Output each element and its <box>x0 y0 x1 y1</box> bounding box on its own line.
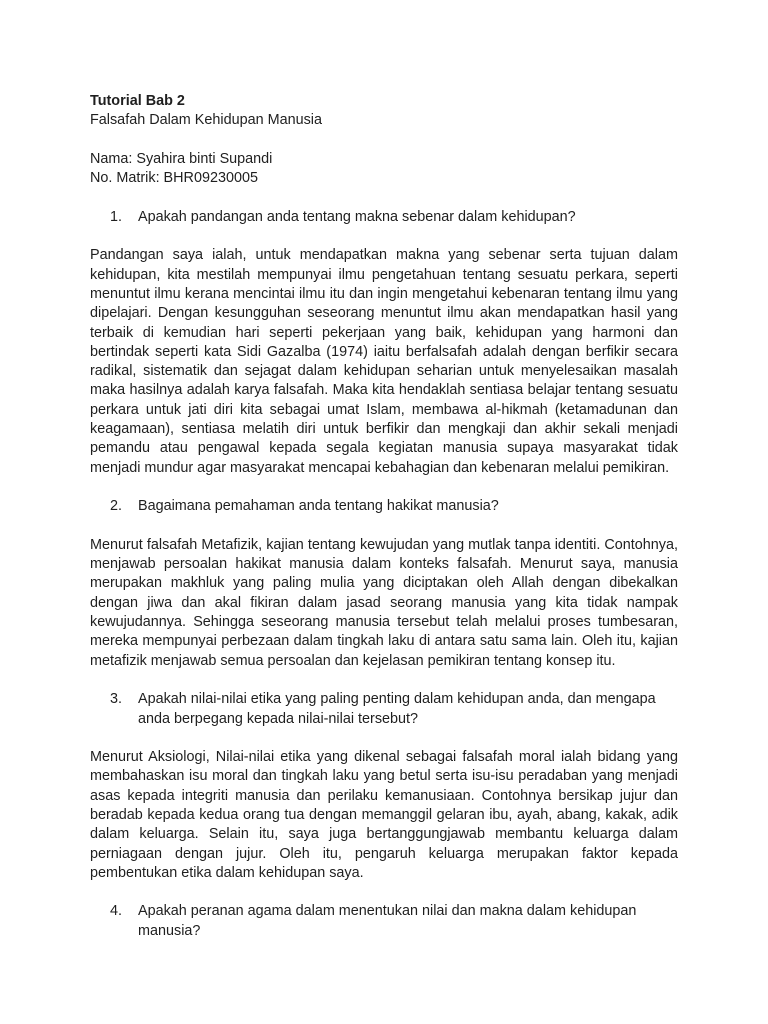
question-number: 4. <box>110 903 123 920</box>
document-title: Tutorial Bab 2 <box>90 93 185 109</box>
question-number: 2. <box>110 498 123 515</box>
matric-number: No. Matrik: BHR09230005 <box>90 170 258 187</box>
question-3 <box>90 690 678 729</box>
spacer <box>90 188 678 207</box>
answer-3: Menurut Aksiologi, Nilai-nilai etika yang dikenal sebagai falsafah moral ialah bidang yang membahaskan isu moral dan tingkah laku yang betul serta isu-isu peradaban yang menjadi asas kepada integriti manusia dan perilaku kemanusiaan. Contohnya bersikap jujur dan beradab kepada kedua orang tua dengan memanggil gelaran ibu, ayah, abang, kakak, adik dalam keluarga. Selain itu, saya juga bertanggungjawab membantu keluarga dalam perniagaan dengan jujur. Oleh itu, pengaruh keluarga merupakan faktor kepada pembentukan etika dalam kehidupan saya. <box>90 749 678 881</box>
question-1 <box>90 208 678 227</box>
spacer <box>90 131 678 150</box>
question-number: 3. <box>110 691 123 708</box>
question-4 <box>90 902 678 941</box>
spacer <box>90 227 678 246</box>
question-text: Apakah peranan agama dalam menentukan nilai dan makna dalam kehidupan manusia? <box>138 903 637 939</box>
answer-2: Menurut falsafah Metafizik, kajian tentang kewujudan yang mutlak tanpa identiti. Contohnya, menjawab persoalan hakikat manusia dalam konteks falsafah. Menurut saya, manusia merupakan makhluk yang paling mulia yang diciptakan oleh Allah dengan dibekalkan dengan jiwa dan akal fikiran dalam jasad seorang manusia yang kita tidak nampak kewujudannya. Sehingga seseorang manusia tersebut telah melalui proses tumbesaran, mereka mempunyai perbezaan dalam tingkah laku di antara satu sama lain. Oleh itu, kajian metafizik menjawab semua persoalan dan kejelasan pemikiran tentang konsep itu. <box>90 536 678 669</box>
spacer <box>90 517 678 536</box>
spacer <box>90 883 678 902</box>
spacer <box>90 729 678 748</box>
question-2 <box>90 497 678 516</box>
question-text: Apakah nilai-nilai etika yang paling penting dalam kehidupan anda, dan mengapa anda berpegang kepada nilai-nilai tersebut? <box>138 691 656 727</box>
document-subtitle: Falsafah Dalam Kehidupan Manusia <box>90 112 322 129</box>
question-text: Apakah pandangan anda tentang makna sebenar dalam kehidupan? <box>138 208 576 225</box>
question-number: 1. <box>110 208 123 225</box>
student-name: Nama: Syahira binti Supandi <box>90 150 273 167</box>
spacer <box>90 478 678 497</box>
answer-1: Pandangan saya ialah, untuk mendapatkan makna yang sebenar serta tujuan dalam kehidupan, kita mestilah mempunyai ilmu pengetahuan tentang sesuatu perkara, seperti menuntut ilmu kerana mencintai ilmu itu dan ingin mengetahui kebenaran tentang ilmu yang dipelajari. Dengan kesungguhan seseorang menuntut ilmu akan mendapatkan hasil yang terbaik di kemudian hari seperti pekerjaan yang baik, kehidupan yang harmoni dan bertindak seperti kata Sidi Gazalba (1974) iaitu berfalsafah adalah dengan berfikir secara radikal, sistematik dan sejagat dalam kehidupan seharian untuk menyelesaikan masalah maka hasilnya adalah karya falsafah. Maka kita hendaklah sentiasa belajar tentang sesuatu perkara untuk jati diri kita sebagai umat Islam, membawa al-hikmah (ketamadunan dan keagamaan), sentiasa melatih diri untuk berfikir dan mengkaji dan akhir sekali menjadi pemandu atau pengawal kepada segala kegiatan manusia supaya masyarakat tidak menjadi mundur agar masyarakat mencapai kebahagian dan kebenaran melalui pemikiran. <box>90 247 678 476</box>
question-text: Bagaimana pemahaman anda tentang hakikat manusia? <box>138 498 499 515</box>
spacer <box>90 671 678 690</box>
